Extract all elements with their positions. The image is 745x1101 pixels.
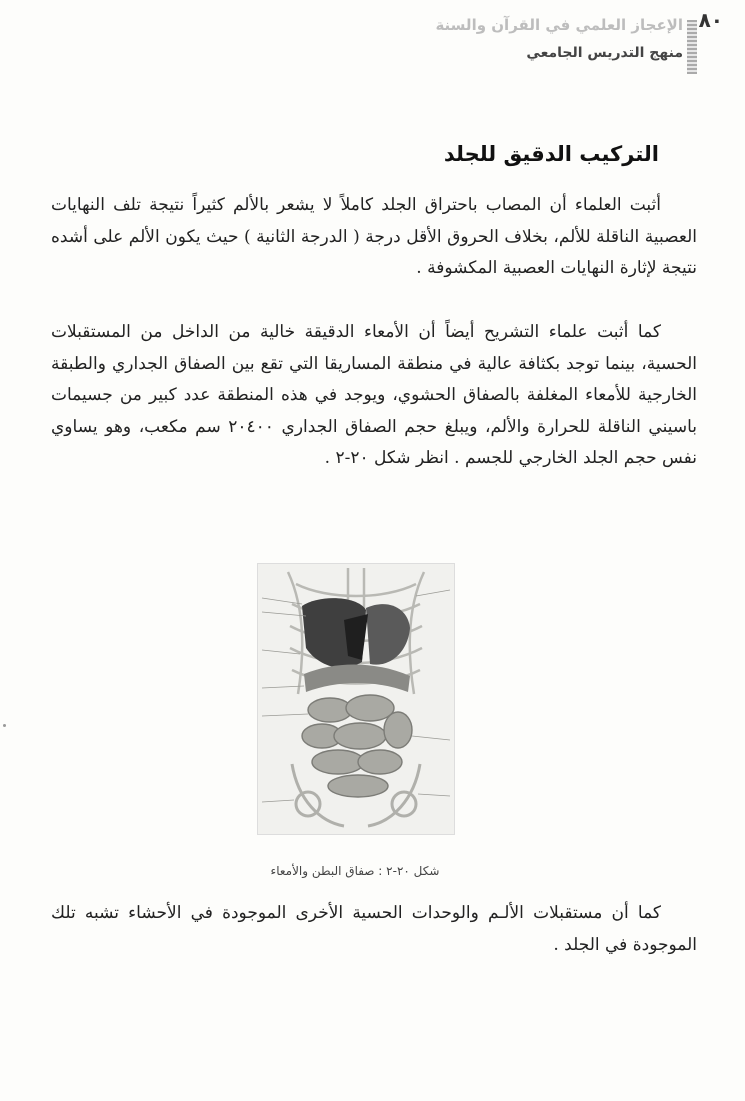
scan-mark	[3, 724, 6, 727]
running-title: الإعجاز العلمي في القرآن والسنة	[435, 16, 683, 34]
chapter-subtitle: منهج التدريس الجامعي	[526, 45, 683, 61]
header-decorative-bar	[687, 20, 697, 74]
paragraph-receptors	[51, 898, 697, 961]
running-header	[413, 14, 683, 64]
figure-caption: شكل ٢٠-٢ : صفاق البطن والأمعاء	[270, 864, 440, 878]
paragraph-burns	[51, 190, 697, 285]
anatomy-figure	[257, 563, 455, 835]
paragraph-text: كما أن مستقبلات الألـم والوحدات الحسية الأخرى الموجودة في الأحشاء تشبه تلك الموجودة في الجلد .	[51, 903, 697, 955]
paragraph-text: كما أثبت علماء التشريح أيضاً أن الأمعاء الدقيقة خالية من الداخل من المستقبلات الحسية، بينما توجد بكثافة عالية في منطقة المساريقا التي تقع بين الصفاق الجداري والطبقة الخارجية للأمعاء المغلفة بالصفاق الحشوي، ويوجد في هذه المنطقة عدد كبير من جسيمات باسيني الناقلة للحرارة والألم، ويبلغ حجم الصفاق الجداري ٢٠٤٠٠ سم مكعب، وهو يساوي نفس حجم الجلد الخارجي للجسم . انظر شكل ٢٠-٢ .	[51, 322, 697, 468]
abdominal-anatomy-icon	[258, 564, 454, 834]
section-heading: التركيب الدقيق للجلد	[443, 142, 659, 166]
page-number: ٨٠	[698, 8, 723, 32]
paragraph-intestines	[51, 317, 697, 475]
paragraph-text: أثبت العلماء أن المصاب باحتراق الجلد كاملاً لا يشعر بالألم كثيراً نتيجة تلف النهايات العصبية الناقلة للألم، بخلاف الحروق الأقل درجة ( الدرجة الثانية ) حيث يكون الألم على أشده نتيجة لإثارة النهايات العصبية المكشوفة .	[51, 195, 697, 278]
